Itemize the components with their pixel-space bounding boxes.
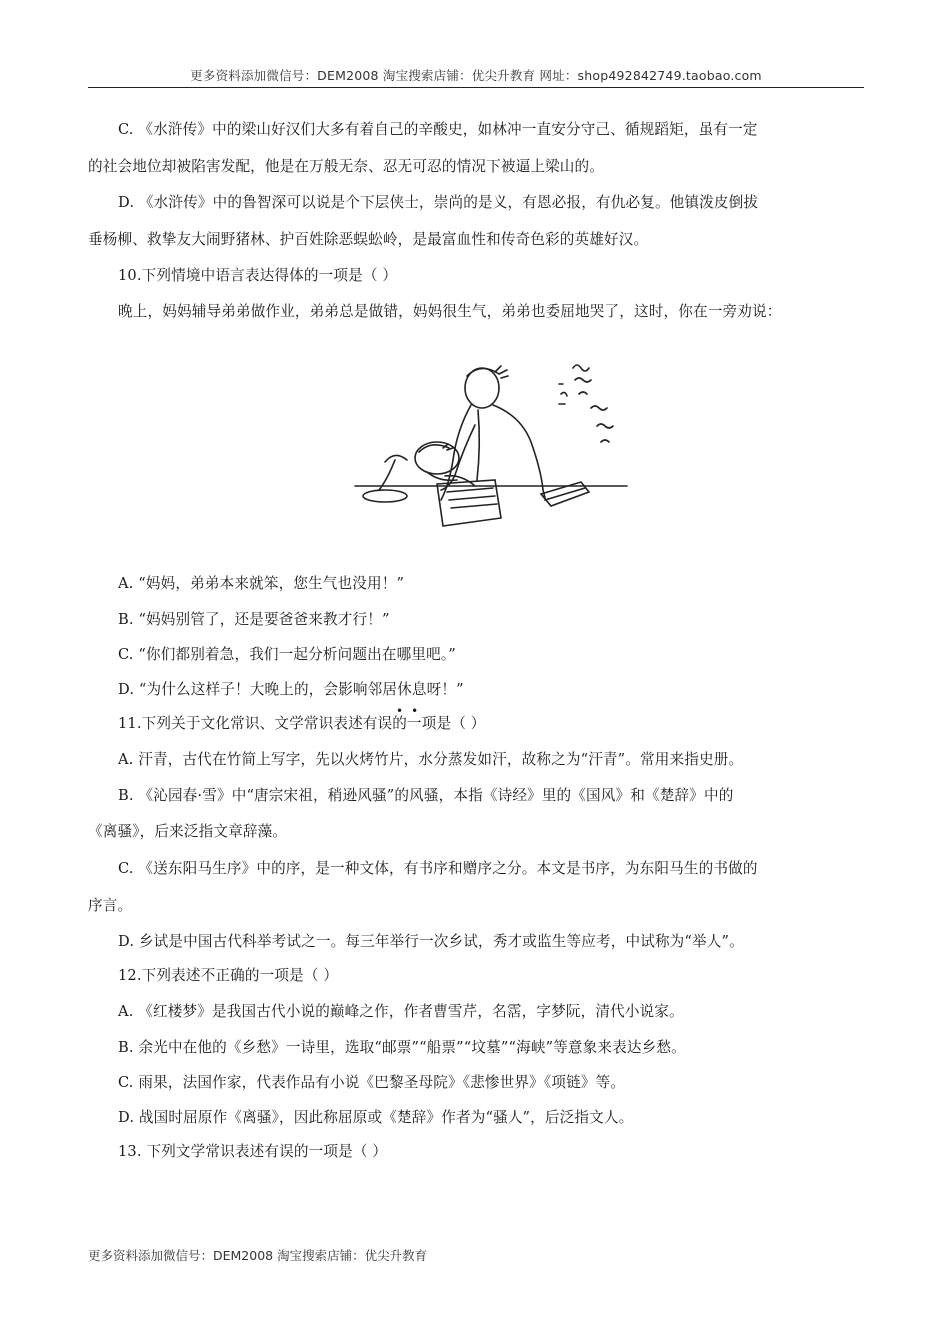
question-10-context: 晚上，妈妈辅导弟弟做作业，弟弟总是做错，妈妈很生气，弟弟也委屈地哭了，这时，你在一旁劝说： [118,303,782,320]
question-13: 13. 下列文学常识表述有误的一项是（ ） [118,1143,388,1160]
option-10b: B. “妈妈别管了，还是要爸爸来教才行！” [118,611,390,628]
option-10a: A. “妈妈，弟弟本来就笨，您生气也没用！” [118,575,405,592]
option-12a: A. 《红楼梦》是我国古代小说的巅峰之作，作者曹雪芹，名霑，字梦阮，清代小说家。 [118,1003,684,1020]
header-rule [88,87,864,88]
option-9d-line2: 垂杨柳、救挚友大闹野猪林、护百姓除恶蜈蚣岭，是最富血性和传奇色彩的英雄好汉。 [88,231,649,248]
option-12b: B. 余光中在他的《乡愁》一诗里，选取“邮票”“船票”“坟墓”“海峡”等意象来表达乡愁。 [118,1039,686,1056]
option-10d: D. “为什么这样子！大晚上的，会影响邻居休息呀！” [118,681,464,698]
option-12c: C. 雨果，法国作家，代表作品有小说《巴黎圣母院》《悲惨世界》《项链》等。 [118,1074,626,1091]
page-footer: 更多资料添加微信号：DEM2008 淘宝搜索店铺：优尖升教育 [88,1248,428,1263]
page-header: 更多资料添加微信号：DEM2008 淘宝搜索店铺：优尖升教育 网址：shop492842749.taobao.com [190,68,762,83]
option-11b-line2: 《离骚》，后来泛指文章辞藻。 [88,823,288,840]
option-11c-line1: C. 《送东阳马生序》中的序，是一种文体，有书序和赠序之分。本文是书序，为东阳马生的书做的 [118,860,758,877]
question-11: 11.下列关于文化常识、文学常识表述有误的一项是（ ） [118,715,486,732]
option-9c-line2: 的社会地位却被陷害发配，他是在万般无奈、忍无可忍的情况下被逼上梁山的。 [88,158,605,175]
option-11a: A. 汗青，古代在竹简上写字，先以火烤竹片，水分蒸发如汗，故称之为“汗青”。常用来指史册。 [118,751,744,768]
option-9c-line1: C. 《水浒传》中的梁山好汉们大多有着自己的辛酸史，如林冲一直安分守己、循规蹈矩，虽有一定 [118,121,758,138]
option-11b-line1: B. 《沁园春·雪》中“唐宗宋祖，稍逊风骚”的风骚，本指《诗经》里的《国风》和《楚辞》中的 [118,787,734,804]
question-10: 10.下列情境中语言表达得体的一项是（ ） [118,267,398,284]
option-11c-line2: 序言。 [88,897,133,914]
option-12d: D. 战国时屈原作《离骚》，因此称屈原或《楚辞》作者为“骚人”，后泛指文人。 [118,1109,634,1126]
illustration-mother-helping-child [345,350,635,540]
option-9d-line1: D. 《水浒传》中的鲁智深可以说是个下层侠士，崇尚的是义，有恩必报，有仇必复。他镇泼皮倒拔 [118,194,759,211]
question-12: 12.下列表述不正确的一项是（ ） [118,967,339,984]
option-11d: D. 乡试是中国古代科举考试之一。每三年举行一次乡试，秀才或监生等应考，中试称为“举人”。 [118,933,744,950]
option-10c: C. “你们都别着急，我们一起分析问题出在哪里吧。” [118,646,456,663]
emphasis-dots: •• [396,704,427,718]
